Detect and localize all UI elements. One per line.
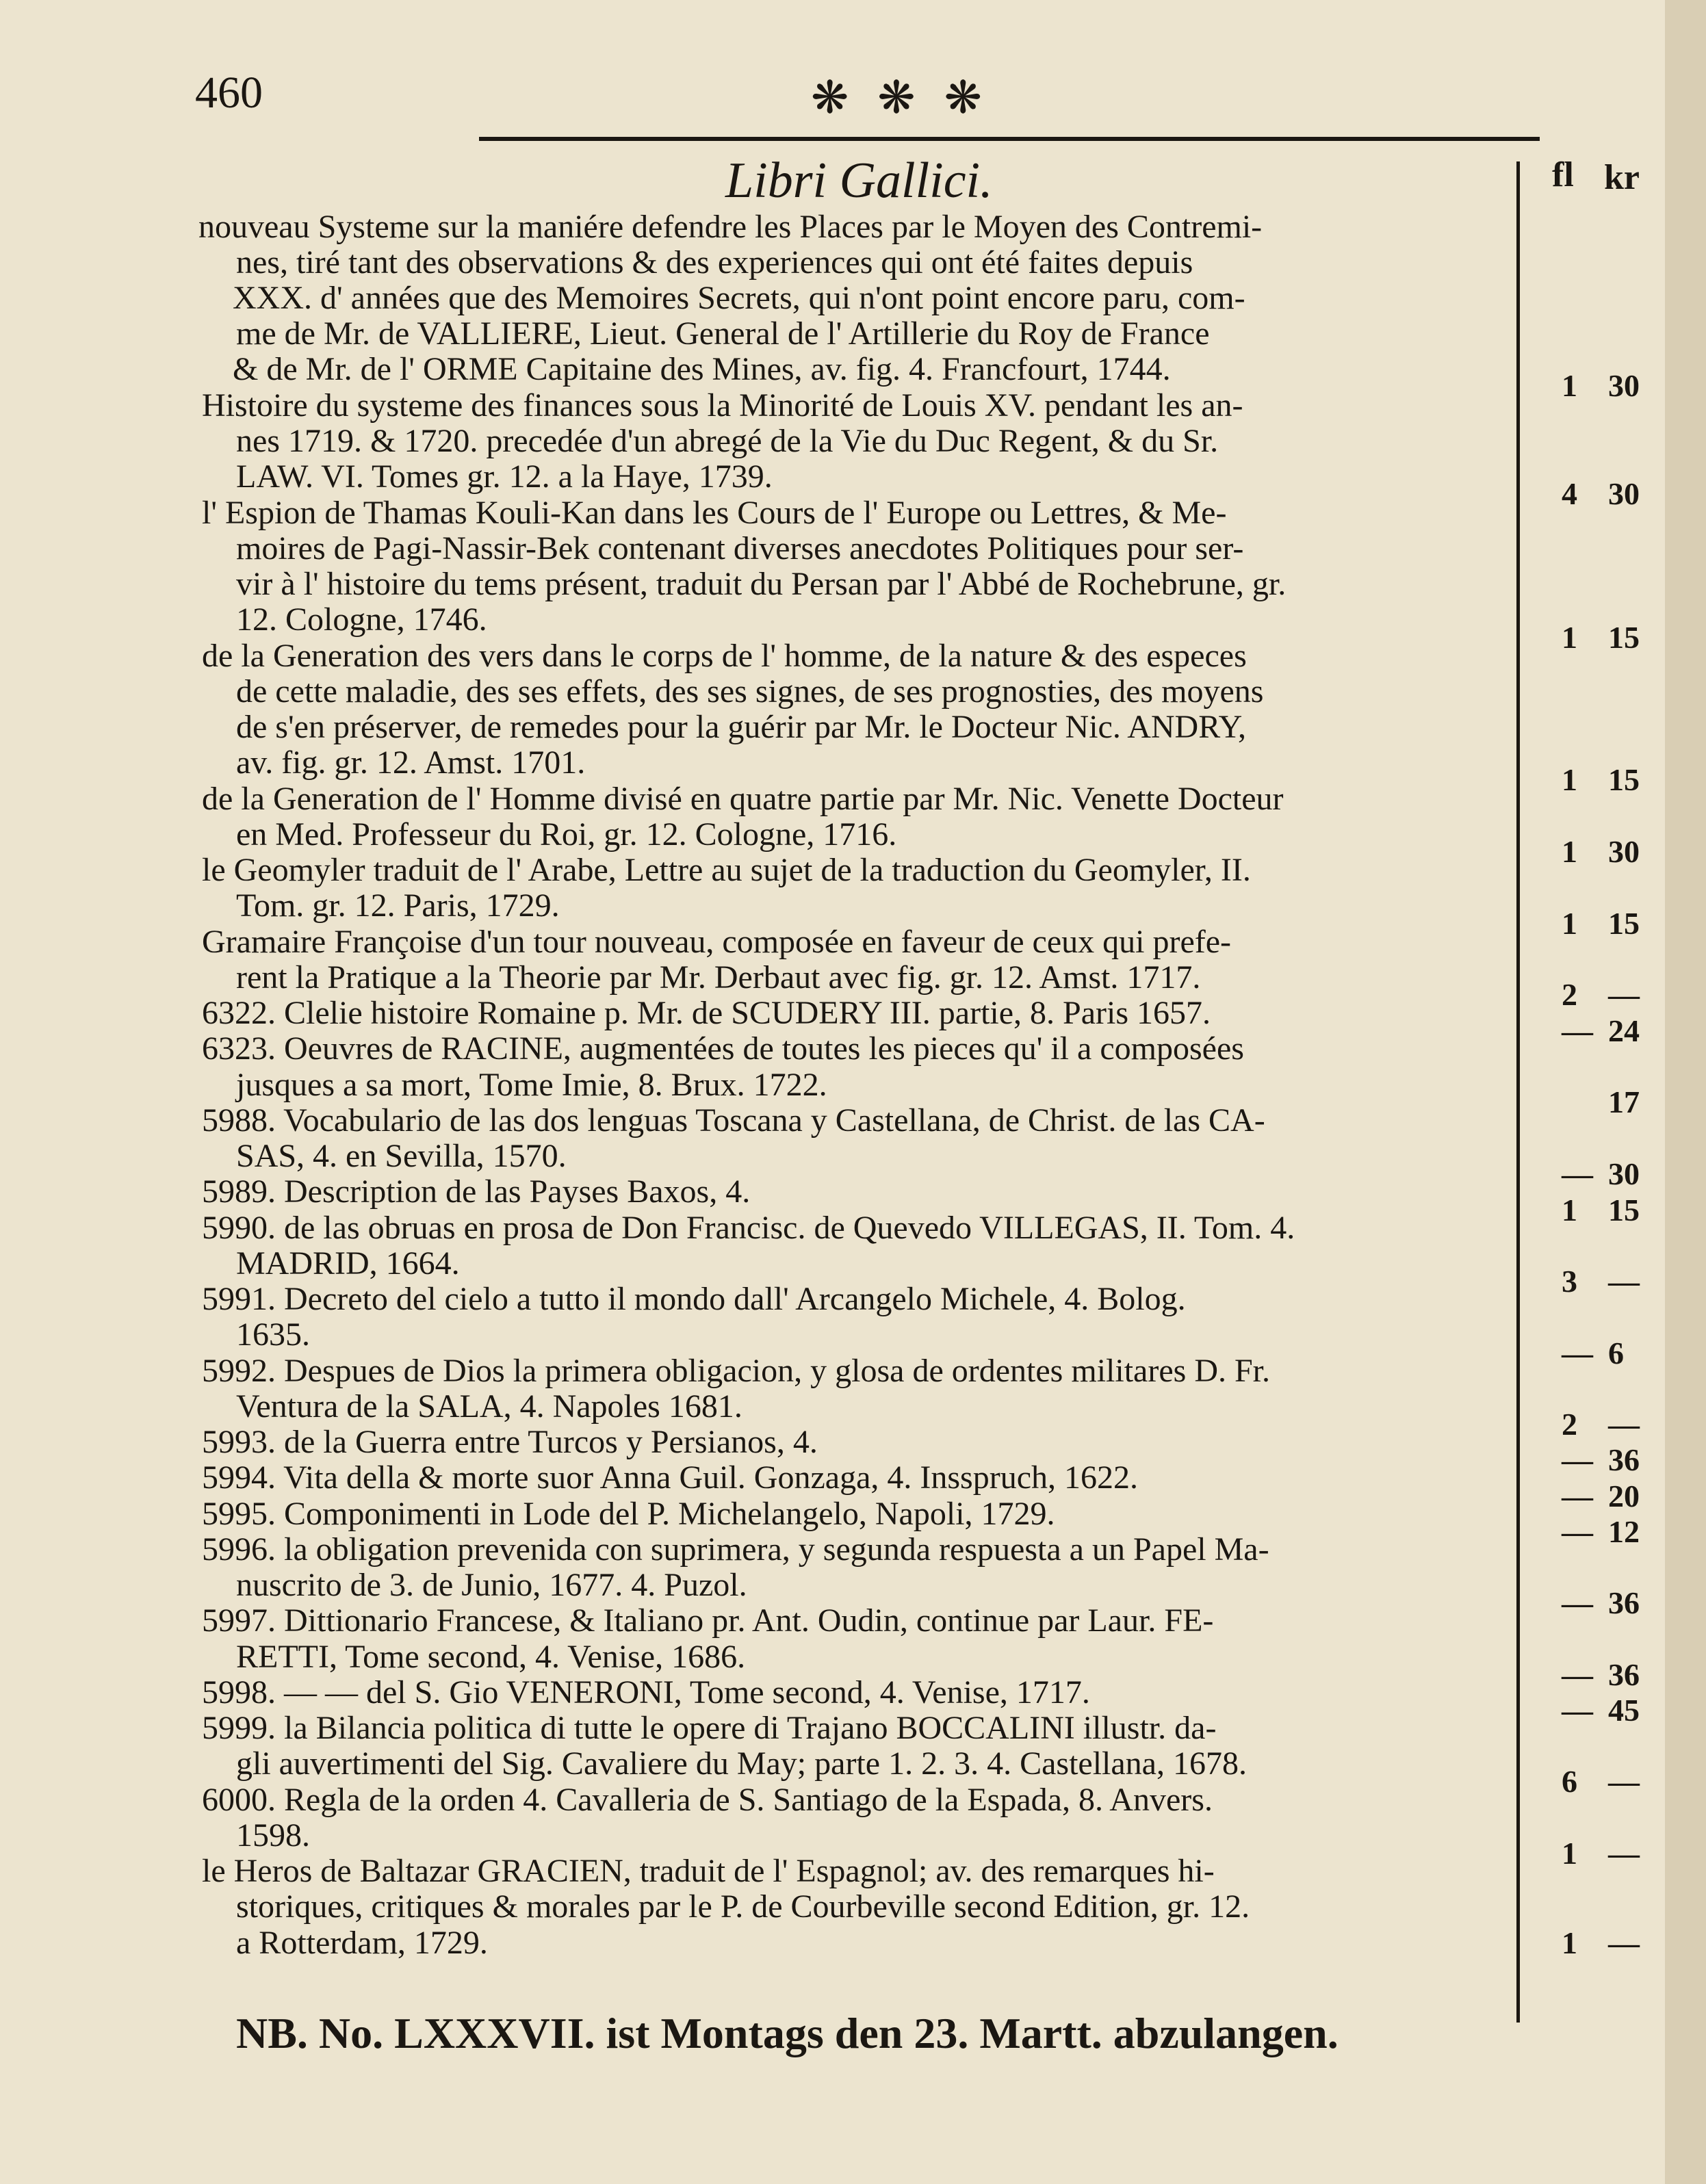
section-title: Libri Gallici. xyxy=(725,153,993,209)
catalogue-line: gli auvertimenti del Sig. Cavaliere du May; parte 1. 2. 3. 4. Castellana, 1678. xyxy=(236,1745,1247,1782)
price-florin: 1 xyxy=(1562,1925,1577,1960)
column-heading-kreuzer: kr xyxy=(1604,158,1640,197)
price-kreuzer: 15 xyxy=(1608,762,1640,797)
price-florin: — xyxy=(1562,1657,1593,1692)
price-florin: 1 xyxy=(1562,1193,1577,1227)
price-kreuzer: 30 xyxy=(1608,1156,1640,1191)
price-kreuzer: 24 xyxy=(1608,1013,1640,1048)
catalogue-line: 5996. la obligation prevenida con suprimera, y segunda respuesta a un Papel Ma- xyxy=(202,1531,1269,1568)
price-kreuzer: 20 xyxy=(1608,1479,1640,1513)
price-florin: — xyxy=(1562,1693,1593,1728)
price-kreuzer: 30 xyxy=(1608,368,1640,403)
catalogue-line: en Med. Professeur du Roi, gr. 12. Cologne, 1716. xyxy=(236,816,897,853)
catalogue-line: 5992. Despues de Dios la primera obligacion, y glosa de ordentes militares D. Fr. xyxy=(202,1353,1271,1389)
catalogue-line: le Heros de Baltazar GRACIEN, traduit de l' Espagnol; av. des remarques hi- xyxy=(202,1853,1215,1889)
catalogue-line: storiques, critiques & morales par le P. de Courbeville second Edition, gr. 12. xyxy=(236,1888,1250,1925)
catalogue-line: 6322. Clelie histoire Romaine p. Mr. de SCUDERY III. partie, 8. Paris 1657. xyxy=(202,995,1211,1031)
page-number: 460 xyxy=(195,68,263,118)
price-florin: 3 xyxy=(1562,1264,1577,1299)
catalogue-line: Gramaire Françoise d'un tour nouveau, composée en faveur de ceux qui prefe- xyxy=(202,924,1232,960)
catalogue-line: 5991. Decreto del cielo a tutto il mondo dall' Arcangelo Michele, 4. Bolog. xyxy=(202,1281,1186,1317)
price-florin: — xyxy=(1562,1585,1593,1620)
price-florin: 1 xyxy=(1562,620,1577,655)
price-florin: 1 xyxy=(1562,762,1577,797)
price-kreuzer: 30 xyxy=(1608,834,1640,869)
price-florin: 1 xyxy=(1562,1836,1577,1871)
catalogue-line: 12. Cologne, 1746. xyxy=(236,601,487,638)
price-kreuzer: 17 xyxy=(1608,1084,1640,1119)
catalogue-line: SAS, 4. en Sevilla, 1570. xyxy=(236,1138,567,1174)
price-kreuzer: 36 xyxy=(1608,1585,1640,1620)
column-heading-florin: fl xyxy=(1552,155,1574,194)
catalogue-line: moires de Pagi-Nassir-Bek contenant diverses anecdotes Politiques pour ser- xyxy=(236,530,1244,567)
catalogue-line: jusques a sa mort, Tome Imie, 8. Brux. 1722. xyxy=(236,1067,827,1103)
catalogue-line: LAW. VI. Tomes gr. 12. a la Haye, 1739. xyxy=(236,458,773,495)
price-kreuzer: 30 xyxy=(1608,476,1640,511)
price-kreuzer: 36 xyxy=(1608,1442,1640,1477)
catalogue-line: MADRID, 1664. xyxy=(236,1245,460,1282)
price-kreuzer: — xyxy=(1608,1407,1640,1442)
catalogue-line: av. fig. gr. 12. Amst. 1701. xyxy=(236,744,586,781)
catalogue-line: nuscrito de 3. de Junio, 1677. 4. Puzol. xyxy=(236,1567,747,1603)
catalogue-line: me de Mr. de VALLIERE, Lieut. General de l' Artillerie du Roy de France xyxy=(236,315,1210,352)
catalogue-line: 6323. Oeuvres de RACINE, augmentées de toutes les pieces qu' il a composées xyxy=(202,1030,1244,1067)
catalogue-line: 5990. de las obruas en prosa de Don Francisc. de Quevedo VILLEGAS, II. Tom. 4. xyxy=(202,1210,1295,1246)
catalogue-line: 1635. xyxy=(236,1316,310,1353)
catalogue-line: vir à l' histoire du tems présent, traduit du Persan par l' Abbé de Rochebrune, gr. xyxy=(236,566,1287,602)
catalogue-line: XXX. d' années que des Memoires Secrets, qui n'ont point encore paru, com- xyxy=(233,280,1245,316)
price-kreuzer: 12 xyxy=(1608,1514,1640,1549)
price-kreuzer: 36 xyxy=(1608,1657,1640,1692)
price-florin: — xyxy=(1562,1013,1593,1048)
catalogue-line: a Rotterdam, 1729. xyxy=(236,1925,488,1961)
price-kreuzer: — xyxy=(1608,1925,1640,1960)
price-kreuzer: — xyxy=(1608,1764,1640,1799)
catalogue-line: 5989. Description de las Payses Baxos, 4. xyxy=(202,1173,751,1210)
catalogue-line: nes 1719. & 1720. precedée d'un abregé de la Vie du Duc Regent, & du Sr. xyxy=(236,423,1219,459)
price-kreuzer: 15 xyxy=(1608,620,1640,655)
catalogue-line: nouveau Systeme sur la maniére defendre les Places par le Moyen des Contremi- xyxy=(198,209,1263,245)
page-spine-edge xyxy=(1665,0,1706,2184)
price-kreuzer: — xyxy=(1608,1264,1640,1299)
catalogue-line: Histoire du systeme des finances sous la Minorité de Louis XV. pendant les an- xyxy=(202,387,1243,424)
catalogue-line: de la Generation de l' Homme divisé en quatre partie par Mr. Nic. Venette Docteur xyxy=(202,781,1284,817)
price-column-rule xyxy=(1516,161,1520,2023)
catalogue-line: 6000. Regla de la orden 4. Cavalleria de S. Santiago de la Espada, 8. Anvers. xyxy=(202,1782,1213,1818)
catalogue-line: de cette maladie, des ses effets, des ses signes, de ses prognosties, des moyens xyxy=(236,673,1264,710)
catalogue-line: 5995. Componimenti in Lode del P. Michelangelo, Napoli, 1729. xyxy=(202,1496,1055,1532)
price-florin: 4 xyxy=(1562,476,1577,511)
price-florin: 1 xyxy=(1562,834,1577,869)
price-florin: — xyxy=(1562,1442,1593,1477)
header-rule xyxy=(479,137,1540,141)
catalogue-line: de s'en préserver, de remedes pour la guérir par Mr. le Docteur Nic. ANDRY, xyxy=(236,709,1247,745)
catalogue-line: RETTI, Tome second, 4. Venise, 1686. xyxy=(236,1639,746,1675)
price-florin: 1 xyxy=(1562,906,1577,941)
catalogue-line: le Geomyler traduit de l' Arabe, Lettre au sujet de la traduction du Geomyler, II. xyxy=(202,852,1251,888)
price-kreuzer: 6 xyxy=(1608,1336,1624,1370)
price-florin: 2 xyxy=(1562,977,1577,1012)
price-florin: 2 xyxy=(1562,1407,1577,1442)
catalogue-line: nes, tiré tant des observations & des experiences qui ont été faites depuis xyxy=(236,244,1193,281)
header-ornament: ❋❋❋ xyxy=(811,71,1011,124)
price-kreuzer: 15 xyxy=(1608,1193,1640,1227)
catalogue-line: 1598. xyxy=(236,1817,310,1854)
price-florin: — xyxy=(1562,1514,1593,1549)
catalogue-line: Ventura de la SALA, 4. Napoles 1681. xyxy=(236,1388,742,1425)
price-kreuzer: 15 xyxy=(1608,906,1640,941)
catalogue-line: 5994. Vita della & morte suor Anna Guil. Gonzaga, 4. Insspruch, 1622. xyxy=(202,1459,1138,1496)
catalogue-line: l' Espion de Thamas Kouli-Kan dans les Cours de l' Europe ou Lettres, & Me- xyxy=(202,495,1227,531)
price-kreuzer: — xyxy=(1608,1836,1640,1871)
catalogue-line: Tom. gr. 12. Paris, 1729. xyxy=(236,887,560,924)
footer-notice: NB. No. LXXXVII. ist Montags den 23. Martt. abzulangen. xyxy=(236,2009,1339,2057)
catalogue-line: & de Mr. de l' ORME Capitaine des Mines, av. fig. 4. Francfourt, 1744. xyxy=(233,351,1171,387)
catalogue-line: de la Generation des vers dans le corps de l' homme, de la nature & des especes xyxy=(202,638,1247,674)
price-florin: 1 xyxy=(1562,368,1577,403)
price-florin: — xyxy=(1562,1479,1593,1513)
catalogue-line: 5999. la Bilancia politica di tutte le opere di Trajano BOCCALINI illustr. da- xyxy=(202,1710,1217,1746)
catalogue-line: 5993. de la Guerra entre Turcos y Persianos, 4. xyxy=(202,1424,818,1460)
catalogue-line: 5998. — — del S. Gio VENERONI, Tome second, 4. Venise, 1717. xyxy=(202,1674,1090,1711)
price-florin: — xyxy=(1562,1336,1593,1370)
price-florin: — xyxy=(1562,1156,1593,1191)
catalogue-line: 5988. Vocabulario de las dos lenguas Toscana y Castellana, de Christ. de las CA- xyxy=(202,1102,1265,1139)
price-kreuzer: — xyxy=(1608,977,1640,1012)
price-kreuzer: 45 xyxy=(1608,1693,1640,1728)
catalogue-line: rent la Pratique a la Theorie par Mr. Derbaut avec fig. gr. 12. Amst. 1717. xyxy=(236,959,1201,996)
catalogue-line: 5997. Dittionario Francese, & Italiano pr. Ant. Oudin, continue par Laur. FE- xyxy=(202,1602,1214,1639)
price-florin: 6 xyxy=(1562,1764,1577,1799)
